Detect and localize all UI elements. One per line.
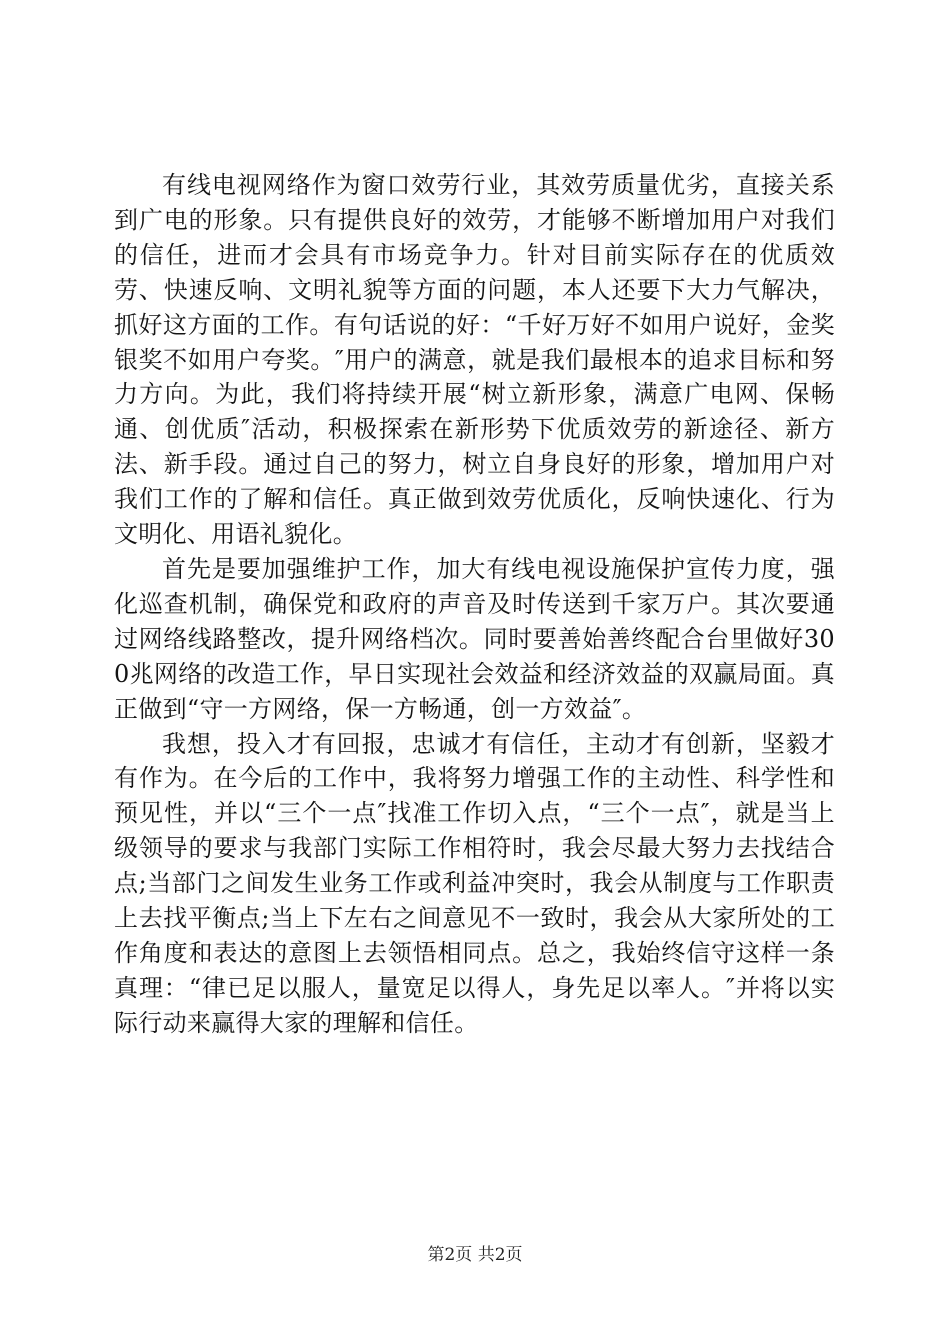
paragraph-service-quality: 有线电视网络作为窗口效劳行业，其效劳质量优劣，直接关系到广电的形象。只有提供良好的效劳，才能够不断增加用户对我们的信任，进而才会具有市场竞争力。针对目前实际存在的优质效劳、快速反响、文明礼貌等方面的问题，本人还要下大力气解决，抓好这方面的工作。有句话说的好：“千好万好不如用户说好，金奖银奖不如用户夸奖。″用户的满意，就是我们最根本的追求目标和努力方向。为此，我们将持续开展“树立新形象，满意广电网、保畅通、创优质″活动，积极探索在新形势下优质效劳的新途径、新方法、新手段。通过自己的努力，树立自身良好的形象，增加用户对我们工作的了解和信任。真正做到效劳优质化，反响快速化、行为文明化、用语礼貌化。 <box>114 171 835 549</box>
paragraph-maintenance-work: 首先是要加强维护工作，加大有线电视设施保护宣传力度，强化巡查机制，确保党和政府的声音及时传送到千家万户。其次要通过网络线路整改，提升网络档次。同时要善始善终配合台里做好300兆网络的改造工作，早日实现社会效益和经济效益的双赢局面。真正做到“守一方网络，保一方畅通，创一方效益″。 <box>114 554 835 723</box>
paragraph-personal-commitment: 我想，投入才有回报，忠诚才有信任，主动才有创新，坚毅才有作为。在今后的工作中，我将努力增强工作的主动性、科学性和预见性，并以“三个一点″找准工作切入点，“三个一点″，就是当上级领导的要求与我部门实际工作相符时，我会尽最大努力去找结合点;当部门之间发生业务工作或利益冲突时，我会从制度与工作职责上去找平衡点;当上下左右之间意见不一致时，我会从大家所处的工作角度和表达的意图上去领悟相同点。总之，我始终信守这样一条真理：“律已足以服人，量宽足以得人，身先足以率人。″并将以实际行动来赢得大家的理解和信任。 <box>114 729 835 1037</box>
page-number-footer: 第2页 共2页 <box>427 1245 523 1265</box>
document-body <box>114 168 835 1041</box>
